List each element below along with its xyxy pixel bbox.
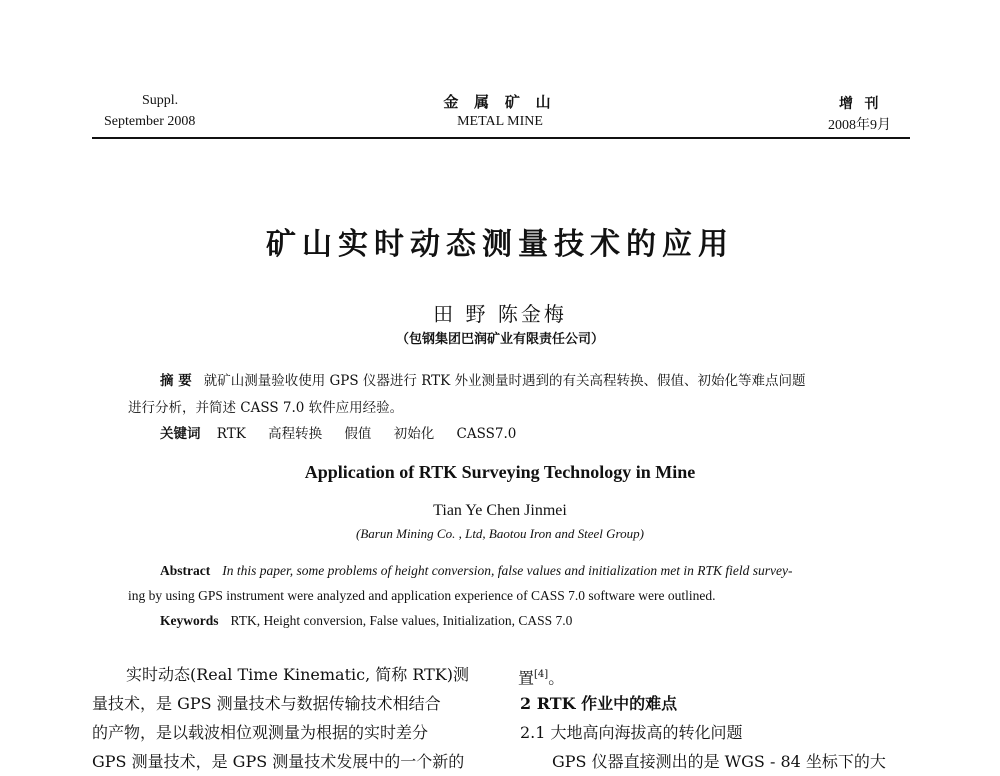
abstract-cn-line1 [160,368,920,395]
paper-title: 矿山实时动态测量技术的应用 [266,227,734,262]
body-left-line1: 实时动态(Real Time Kinematic, 简称 RTK)测 [126,665,469,684]
header-suppl-cn: 增 刊 [839,97,883,112]
body-right-text: 置 [518,668,535,688]
english-affiliation: (Barun Mining Co. , Ltd, Baotou Iron and Steel Group) [356,526,644,541]
abstract-cn-text1: 就矿山测量验收使用 GPS 仪器进行 RTK 外业测量时遇到的有关高程转换、假值、初始化等难点问题 [203,373,806,389]
header-date-cn: 2008年9月 [828,118,891,133]
english-keywords-text: RTK, Height conversion, False values, Initialization, CASS 7.0 [230,613,573,628]
keyword-cn-1: RTK [216,426,246,442]
keyword-cn-3: 假值 [344,426,372,442]
paper-authors: 田 野 陈金梅 [433,302,567,326]
paper-affiliation: （包钢集团巴润矿业有限责任公司） [395,332,604,347]
section-2-1-heading: 2.1 大地高向海拔高的转化问题 [520,723,743,742]
english-title: Application of RTK Surveying Technology in Mine [304,462,696,482]
english-abstract-line2: ing by using GPS instrument were analyzed and application experience of CASS 7.0 software were outlined. [128,588,716,603]
keywords-cn-label: 关键词 [160,426,201,442]
body-left-line4: GPS 测量技术，是 GPS 测量技术发展中的一个新的 [92,752,465,771]
journal-name-cn: 金 属 矿 山 [443,95,557,111]
english-keywords [160,608,920,633]
body-left-line2: 量技术，是 GPS 测量技术与数据传输技术相结合 [92,694,441,713]
keyword-cn-2: 高程转换 [268,426,323,442]
body-right-end: 。 [548,668,565,688]
abstract-cn-label: 摘 要 [160,373,192,389]
header-rule [92,137,910,139]
english-abstract-text1: In this paper, some problems of height conversion, false values and initialization met in RTK field survey- [222,563,793,578]
journal-name-en: METAL MINE [457,114,543,129]
body-right-line1 [518,660,564,692]
english-keywords-label: Keywords [160,613,219,628]
body-right-line4: GPS 仪器直接测出的是 WGS - 84 坐标下的大 [552,752,886,771]
keywords-cn [160,421,920,448]
citation-ref: [4] [534,669,549,680]
keyword-cn-5: CASS7.0 [456,426,517,442]
section-2-heading: 2 RTK 作业中的难点 [520,694,678,713]
english-abstract-line1 [160,558,920,583]
english-authors: Tian Ye Chen Jinmei [433,502,567,519]
header-suppl: Suppl. [142,93,179,108]
keyword-cn-4: 初始化 [393,426,435,442]
body-left-line3: 的产物，是以载波相位观测量为根据的实时差分 [92,723,429,742]
abstract-cn-line2: 进行分析，并简述 CASS 7.0 软件应用经验。 [128,400,404,416]
english-abstract-label: Abstract [160,563,211,578]
header-date-en: September 2008 [104,114,196,129]
